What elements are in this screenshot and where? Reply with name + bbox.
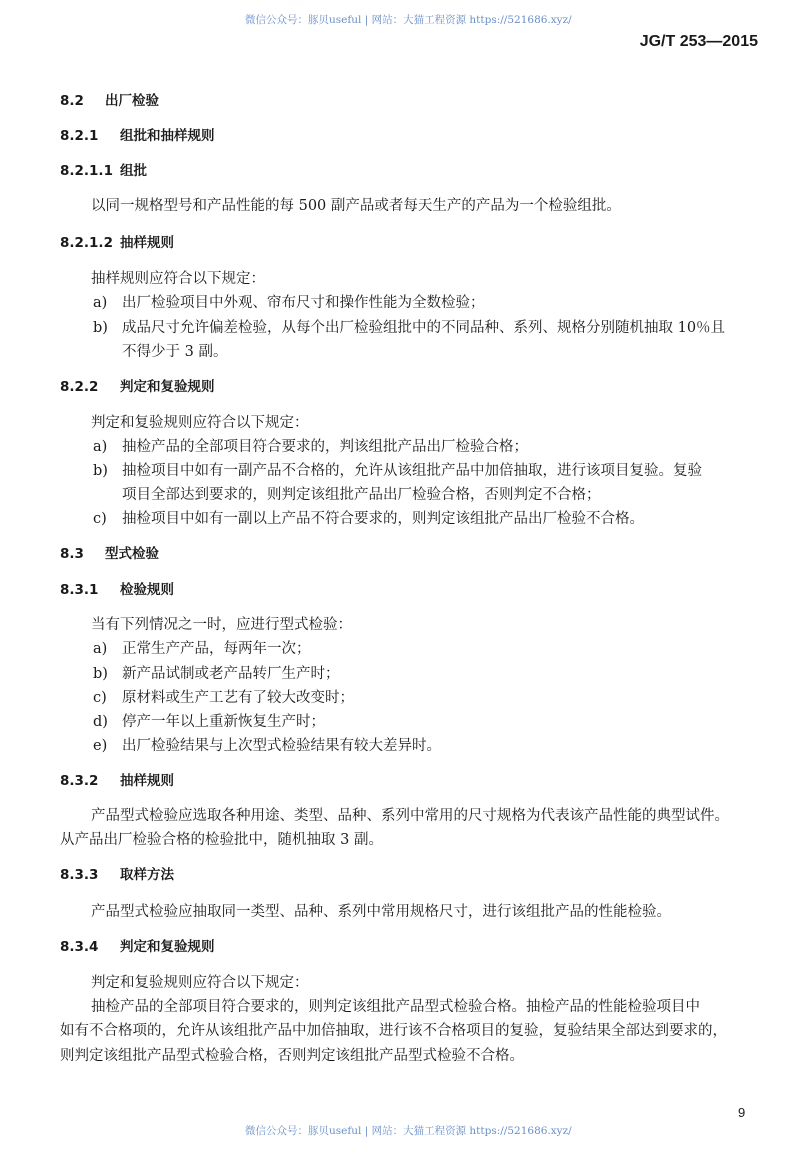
section-title: 组批和抽样规则: [120, 128, 215, 144]
heading-8-3-4: [60, 938, 215, 956]
paragraph-cont: 从产品出厂检验合格的检验批中，随机抽取 3 副。: [60, 832, 383, 848]
section-title: 出厂检验: [105, 93, 159, 109]
paragraph: 产品型式检验应选取各种用途、类型、品种、系列中常用的尺寸规格为代表该产品性能的典型试件。: [91, 808, 729, 824]
section-title: 取样方法: [120, 867, 174, 883]
heading-8-2: [60, 92, 159, 110]
section-number: 8.3.2: [60, 773, 99, 789]
section-number: 8.3.3: [60, 867, 99, 883]
list-item-cont: 项目全部达到要求的，则判定该组批产品出厂检验合格，否则判定不合格；: [122, 487, 601, 503]
list-label: a): [93, 641, 108, 657]
section-number: 8.2.1: [60, 128, 99, 144]
list-item: 原材料或生产工艺有了较大改变时；: [122, 690, 354, 706]
watermark-top: 微信公众号：豚贝useful | 网站：大猫工程资源 https://521686.xyz/: [245, 14, 572, 26]
section-title: 判定和复验规则: [120, 379, 215, 395]
section-title: 组批: [120, 163, 147, 179]
list-item: 出厂检验结果与上次型式检验结果有较大差异时。: [122, 738, 441, 754]
list-item: 成品尺寸允许偏差检验，从每个出厂检验组批中的不同品种、系列、规格分别随机抽取 10％且: [122, 320, 726, 336]
paragraph: 以同一规格型号和产品性能的每 500 副产品或者每天生产的产品为一个检验组批。: [91, 198, 621, 214]
heading-8-3-3: [60, 866, 174, 884]
heading-8-3-1: [60, 581, 174, 599]
heading-8-2-1-2: [60, 234, 174, 252]
paragraph-cont: 则判定该组批产品型式检验合格，否则判定该组批产品型式检验不合格。: [60, 1048, 524, 1064]
section-number: 8.2: [60, 93, 84, 109]
list-item: 停产一年以上重新恢复生产时；: [122, 714, 325, 730]
section-number: 8.3.1: [60, 582, 99, 598]
list-item: 抽检产品的全部项目符合要求的，判该组批产品出厂检验合格；: [122, 439, 528, 455]
section-number: 8.2.1.1: [60, 163, 113, 179]
standard-code: JG/T 253—2015: [639, 33, 758, 50]
heading-8-3-2: [60, 772, 174, 790]
list-label: a): [93, 439, 108, 455]
heading-8-2-1: [60, 127, 215, 145]
paragraph: 判定和复验规则应符合以下规定：: [91, 415, 309, 431]
list-item-cont: 不得少于 3 副。: [122, 344, 228, 360]
list-item: 正常生产产品，每两年一次；: [122, 641, 311, 657]
paragraph-cont: 如有不合格项的，允许从该组批产品中加倍抽取，进行该不合格项目的复验，复验结果全部达到要求的，: [60, 1023, 727, 1039]
paragraph: 当有下列情况之一时，应进行型式检验：: [91, 617, 352, 633]
list-label: a): [93, 295, 108, 311]
heading-8-2-1-1: [60, 162, 147, 180]
section-title: 检验规则: [120, 582, 174, 598]
list-label: d): [93, 714, 108, 730]
heading-8-3: [60, 545, 159, 563]
paragraph: 产品型式检验应抽取同一类型、品种、系列中常用规格尺寸，进行该组批产品的性能检验。: [91, 904, 671, 920]
list-label: e): [93, 738, 108, 754]
section-number: 8.3.4: [60, 939, 99, 955]
section-title: 判定和复验规则: [120, 939, 215, 955]
paragraph: 抽样规则应符合以下规定：: [91, 271, 265, 287]
list-item: 抽检项目中如有一副产品不合格的，允许从该组批产品中加倍抽取，进行该项目复验。复验: [122, 463, 702, 479]
section-title: 型式检验: [105, 546, 159, 562]
list-label: c): [93, 511, 107, 527]
list-label: c): [93, 690, 107, 706]
section-title: 抽样规则: [120, 773, 174, 789]
list-label: b): [93, 666, 108, 682]
section-number: 8.2.2: [60, 379, 99, 395]
list-label: b): [93, 463, 108, 479]
list-item: 新产品试制或老产品转厂生产时；: [122, 666, 340, 682]
section-number: 8.2.1.2: [60, 235, 113, 251]
list-item: 抽检项目中如有一副以上产品不符合要求的，则判定该组批产品出厂检验不合格。: [122, 511, 644, 527]
page-number: 9: [738, 1105, 746, 1120]
list-item: 出厂检验项目中外观、帘布尺寸和操作性能为全数检验；: [122, 295, 485, 311]
list-label: b): [93, 320, 108, 336]
section-title: 抽样规则: [120, 235, 174, 251]
paragraph: 抽检产品的全部项目符合要求的，则判定该组批产品型式检验合格。抽检产品的性能检验项目中: [91, 999, 700, 1015]
section-number: 8.3: [60, 546, 84, 562]
paragraph: 判定和复验规则应符合以下规定：: [91, 975, 309, 991]
watermark-bottom: 微信公众号：豚贝useful | 网站：大猫工程资源 https://521686.xyz/: [245, 1125, 572, 1137]
heading-8-2-2: [60, 378, 215, 396]
